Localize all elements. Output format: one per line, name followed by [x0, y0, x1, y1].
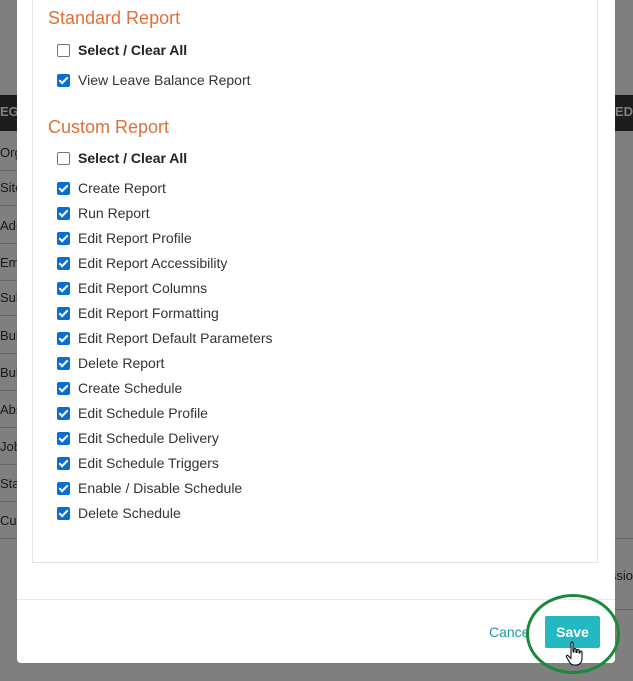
checkbox-checked[interactable]	[57, 307, 70, 320]
permission-option[interactable]	[57, 453, 219, 473]
save-button[interactable]: Save	[545, 616, 600, 648]
checkbox-checked[interactable]	[57, 382, 70, 395]
checkbox-checked[interactable]	[57, 457, 70, 470]
checkbox-checked[interactable]	[57, 407, 70, 420]
checkbox-checked[interactable]	[57, 232, 70, 245]
permission-option[interactable]	[57, 478, 242, 498]
checkbox-checked[interactable]	[57, 282, 70, 295]
permission-option[interactable]	[57, 228, 192, 248]
permission-option[interactable]	[57, 203, 150, 223]
checkbox-checked[interactable]	[57, 357, 70, 370]
custom-report-title: Custom Report	[48, 117, 170, 137]
option-label: Edit Report Formatting	[78, 305, 219, 321]
option-label: Enable / Disable Schedule	[78, 480, 243, 496]
permission-option[interactable]	[57, 303, 219, 323]
permission-option[interactable]	[57, 70, 251, 90]
checkbox-checked[interactable]	[57, 207, 70, 220]
cancel-button[interactable]: Cance	[489, 624, 530, 640]
checkbox-checked[interactable]	[57, 332, 70, 345]
checkbox-checked[interactable]	[57, 74, 70, 87]
select-clear-all-option[interactable]	[57, 40, 187, 60]
standard-report-title: Standard Report	[48, 8, 181, 28]
checkbox-checked[interactable]	[57, 507, 70, 520]
option-label: Create Report	[78, 180, 166, 196]
option-label: Edit Report Profile	[78, 230, 192, 246]
permission-option[interactable]	[57, 278, 207, 298]
permission-option[interactable]	[57, 353, 164, 373]
checkbox-checked[interactable]	[57, 182, 70, 195]
option-label: Select / Clear All	[78, 150, 188, 166]
permission-option[interactable]	[57, 378, 182, 398]
option-label: Select / Clear All	[78, 42, 188, 58]
permission-option[interactable]	[57, 253, 227, 273]
option-label: Edit Report Accessibility	[78, 255, 228, 271]
permission-option[interactable]	[57, 328, 273, 348]
permission-option[interactable]	[57, 403, 208, 423]
option-label: Edit Report Columns	[78, 280, 208, 296]
checkbox-unchecked[interactable]	[57, 44, 70, 57]
permission-option[interactable]	[57, 178, 166, 198]
option-label: Edit Schedule Profile	[78, 405, 208, 421]
checkbox-checked[interactable]	[57, 432, 70, 445]
option-label: Run Report	[78, 205, 150, 221]
checkbox-checked[interactable]	[57, 257, 70, 270]
select-clear-all-option[interactable]	[57, 148, 187, 168]
option-label: Delete Report	[78, 355, 165, 371]
option-label: View Leave Balance Report	[78, 72, 251, 88]
option-label: Create Schedule	[78, 380, 183, 396]
option-label: Edit Report Default Parameters	[78, 330, 273, 346]
option-label: Delete Schedule	[78, 505, 181, 521]
footer-divider	[17, 599, 615, 600]
permission-option[interactable]	[57, 503, 181, 523]
option-label: Edit Schedule Delivery	[78, 430, 219, 446]
checkbox-unchecked[interactable]	[57, 152, 70, 165]
option-label: Edit Schedule Triggers	[78, 455, 219, 471]
checkbox-checked[interactable]	[57, 482, 70, 495]
permissions-modal	[17, 0, 615, 663]
permission-option[interactable]	[57, 428, 219, 448]
